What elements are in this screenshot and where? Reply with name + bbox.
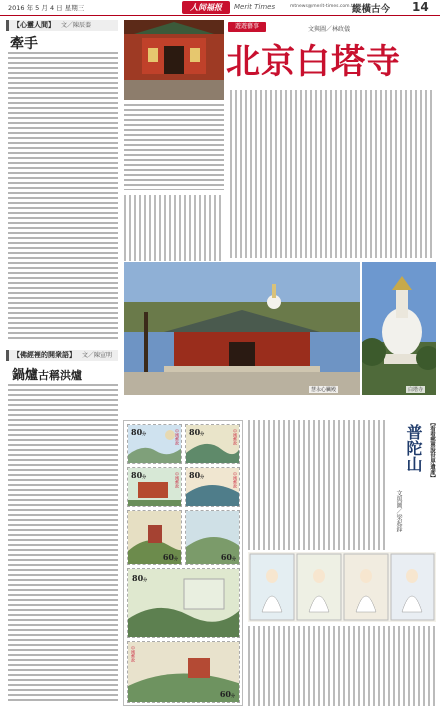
photo-caption: 慧永心臟殿 (311, 387, 337, 393)
page-number: 14 (412, 0, 429, 14)
stamp-value-number: 80 (131, 427, 143, 437)
stamp-country: 中國郵政 (233, 429, 238, 445)
stamp-value-number: 80 (131, 470, 143, 480)
article-author: 文與圖／梁起鋒 (395, 490, 402, 532)
stamp-value-unit: 分 (200, 474, 205, 479)
column-author: 文／陳辰蓁 (61, 22, 92, 29)
stamp-value (131, 427, 146, 437)
newspaper-english-name: Merit Times (234, 3, 276, 11)
stamp-value-unit: 分 (200, 431, 205, 436)
newspaper-logo: 人间福报 (182, 1, 230, 14)
stamp-value (220, 689, 235, 699)
stamp-value-number: 60 (220, 552, 232, 562)
column-tag (6, 350, 118, 361)
stamp-value-unit: 分 (174, 556, 178, 561)
temple-photo (124, 20, 224, 100)
stamp-country: 中國郵政 (175, 429, 180, 445)
stamp-country: 中國郵政 (175, 472, 180, 488)
article-body-vertical (248, 420, 388, 550)
article-category-badge: 遊遊藝事 (228, 22, 266, 32)
article-author: 文與圖／林政儀 (308, 26, 351, 33)
stamp-value-unit: 分 (231, 693, 235, 698)
stamp (127, 467, 182, 507)
white-pagoda-photo (362, 262, 436, 395)
stamp-value-number: 80 (132, 573, 144, 583)
article-title-sub: 古稱洪爐 (38, 369, 83, 382)
stamp (127, 424, 182, 464)
guanyin-stamp-image (248, 552, 436, 622)
stamp-panel (123, 420, 243, 706)
section-name: 縱橫古今 (352, 4, 391, 15)
white-pagoda-image (362, 262, 436, 395)
stamp-country: 中國郵政 (131, 646, 136, 662)
article-body-vertical (248, 626, 436, 706)
stamp-value (163, 552, 178, 562)
article-header-vertical (392, 420, 438, 550)
stamp-value-unit: 分 (232, 556, 236, 561)
stamp-value-number: 60 (219, 689, 231, 699)
column-author: 文／陳宣明 (82, 352, 113, 359)
guanyin-stamp-row (248, 552, 436, 622)
stamp-value (221, 552, 236, 562)
article-body (8, 384, 118, 702)
article-body (8, 52, 118, 342)
stamp (127, 510, 182, 565)
stamp-value (189, 470, 204, 480)
stamp (185, 424, 240, 464)
stamp-value-number: 80 (189, 427, 201, 437)
temple-hall-image (124, 262, 360, 395)
stamp-value (131, 470, 146, 480)
stamp-value (132, 573, 147, 583)
page-header (0, 0, 440, 16)
temple-photo-image (124, 20, 224, 100)
contact-email: mtnews@merit-times.com.tw (290, 4, 357, 9)
column-tag-label: 【佛經裡的開衆語】 (13, 351, 76, 359)
article-title: 普陀山 (404, 424, 423, 472)
stamp (185, 510, 240, 565)
stamp-value-unit: 分 (143, 577, 148, 582)
temple-hall-photo (124, 262, 360, 395)
stamp-value-number: 80 (189, 470, 201, 480)
column-tag (6, 20, 118, 31)
article-title (12, 364, 82, 383)
stamp-value-unit: 分 (142, 474, 147, 479)
article-body-vertical (230, 90, 434, 258)
article-title-main: 鍋爐 (12, 368, 39, 383)
photo-caption: 白塔寺 (408, 387, 424, 393)
stamp-value-unit: 分 (142, 431, 147, 436)
stamp (185, 467, 240, 507)
stamp-value (189, 427, 204, 437)
article-title: 北京白塔寺 (226, 42, 401, 82)
stamp (127, 641, 240, 703)
article-title: 牽手 (10, 36, 38, 52)
article-body (124, 104, 224, 190)
column-tag-label: 【心靈人間】 (13, 21, 55, 29)
article-tag: 【看看郵票說世界遺產】 (429, 420, 435, 481)
article-body-vertical (124, 195, 224, 261)
issue-date: 2016 年 5 月 4 日 星期三 (8, 4, 85, 12)
stamp-souvenir-sheet (127, 568, 240, 638)
stamp-country: 中國郵政 (233, 472, 238, 488)
stamp-value-number: 60 (162, 552, 174, 562)
